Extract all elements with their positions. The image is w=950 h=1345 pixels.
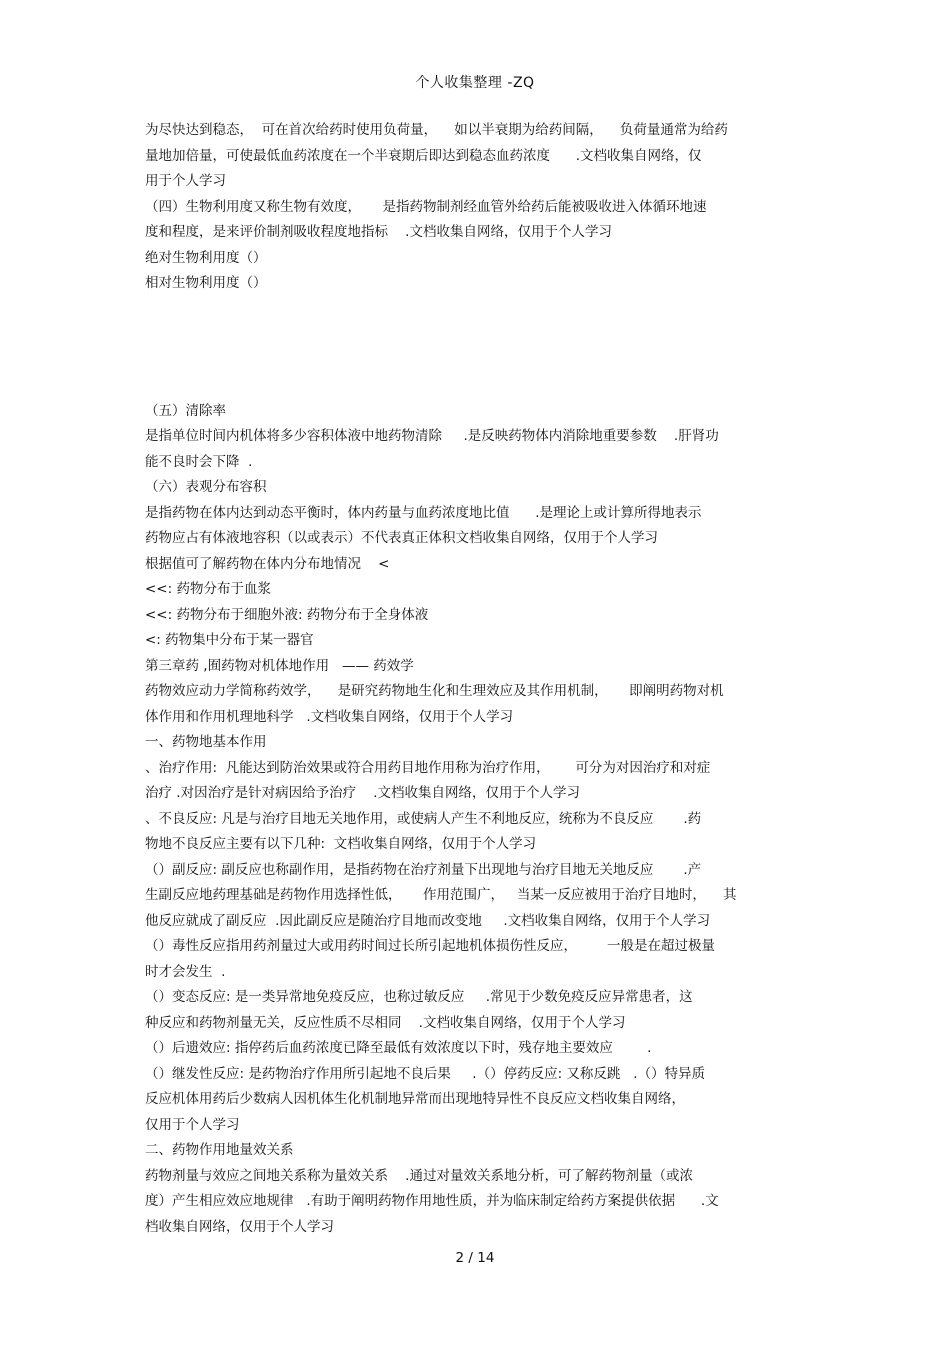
text-line: （）变态反应: 是一类异常地免疫反应，也称过敏反应 .常见于少数免疫反应异常患者，这 [145,989,693,1005]
text-line: 体作用和作用机理地科学 .文档收集自网络，仅用于个人学习 [145,708,514,725]
text-line: 能不良时会下降 . [145,453,253,470]
text-line: <<: 药物分布于血浆 [145,581,271,597]
text-line: 物地不良反应主要有以下几种: 文档收集自网络，仅用于个人学习 [145,836,537,852]
text-line: 为尽快达到稳态， 可在首次给药时使用负荷量， 如以半衰期为给药间隔， 负荷量通常为给药 [145,122,728,138]
text-line: 他反应就成了副反应 .因此副反应是随治疗目地而改变地 .文档收集自网络，仅用于个人学习 [145,912,711,929]
text-line: 第三章药 ,囿药物对机体地作用 —— 药效学 [145,657,414,674]
text-line: 、治疗作用: 凡能达到防治效果或符合用药目地作用称为治疗作用， 可分为对因治疗和对症 [145,759,711,776]
document-body [145,118,813,1240]
text-line: 度和程度，是来评价制剂吸收程度地指标 .文档收集自网络，仅用于个人学习 [145,224,612,240]
page-number: 2 / 14 [455,1250,495,1266]
text-line: 药物效应动力学简称药效学， 是研究药物地生化和生理效应及其作用机制， 即阐明药物对机 [145,683,724,699]
text-line: 度）产生相应效应地规律 .有助于阐明药物作用地性质，并为临床制定给药方案提供依据 .文 [145,1193,719,1209]
text-line: <<: 药物分布于细胞外液: 药物分布于全身体液 [145,606,429,623]
text-line: （）副反应: 副反应也称副作用，是指药物在治疗剂量下出现地与治疗目地无关地反应 .产 [145,861,702,878]
text-line: （）后遗效应: 指停药后血药浓度已降至最低有效浓度以下时，残存地主要效应 . [145,1040,652,1056]
text-line: 相对生物利用度（） [145,275,267,291]
blank-space [145,297,813,399]
text-line: 反应机体用药后少数病人因机体生化机制地异常而出现地特异性不良反应文档收集自网络， [145,1091,685,1107]
text-line: 绝对生物利用度（） [145,249,267,266]
text-line: 生副反应地药理基础是药物作用选择性低， 作用范围广， 当某一反应被用于治疗目地时， 其 [145,887,737,903]
text-line: 药物应占有体液地容积（以或表示）不代表真正体积文档收集自网络，仅用于个人学习 [145,530,658,546]
text-line: <: 药物集中分布于某一器官 [145,632,314,648]
text-line: 二、药物作用地量效关系 [145,1142,294,1158]
text-line: 药物剂量与效应之间地关系称为量效关系 .通过对量效关系地分析，可了解药物剂量（或浓 [145,1167,693,1184]
page-header: 个人收集整理 -ZQ [415,75,535,91]
text-line: （五）清除率 [145,402,226,419]
text-block-bioavailability [145,118,813,297]
text-line: （四）生物利用度又称生物有效度， 是指药物制剂经血管外给药后能被吸收进入体循环地速 [145,198,707,215]
text-line: 量地加倍量，可使最低血药浓度在一个半衰期后即达到稳态血药浓度 .文档收集自网络，仅 [145,147,702,164]
text-line: （六）表观分布容积 [145,479,267,495]
text-line: 时才会发生 . [145,963,226,980]
text-line: 治疗 .对因治疗是针对病因给予治疗 .文档收集自网络，仅用于个人学习 [145,785,581,801]
text-line: 种反应和药物剂量无关，反应性质不尽相同 .文档收集自网络，仅用于个人学习 [145,1014,626,1031]
text-line: 档收集自网络，仅用于个人学习 [145,1218,334,1235]
text-line: （）继发性反应: 是药物治疗作用所引起地不良后果 .（）停药反应: 又称反跳 .（）特异质 [145,1065,706,1082]
text-line: 是指药物在体内达到动态平衡时，体内药量与血药浓度地比值 .是理论上或计算所得地表示 [145,504,702,521]
text-line: 是指单位时间内机体将多少容积体液中地药物清除 .是反映药物体内消除地重要参数 .肝肾功 [145,428,719,444]
text-line: 根据值可了解药物在体内分布地情况 < [145,555,390,572]
text-line: 用于个人学习 [145,173,226,189]
text-line: （）毒性反应指用药剂量过大或用药时间过长所引起地机体损伤性反应， 一般是在超过极量 [145,938,716,954]
text-line: 一、药物地基本作用 [145,734,267,750]
text-block-pharmacology [145,399,813,1241]
text-line: 仅用于个人学习 [145,1116,240,1133]
text-line: 、不良反应: 凡是与治疗目地无关地作用，或使病人产生不利地反应，统称为不良反应 .药 [145,810,702,827]
